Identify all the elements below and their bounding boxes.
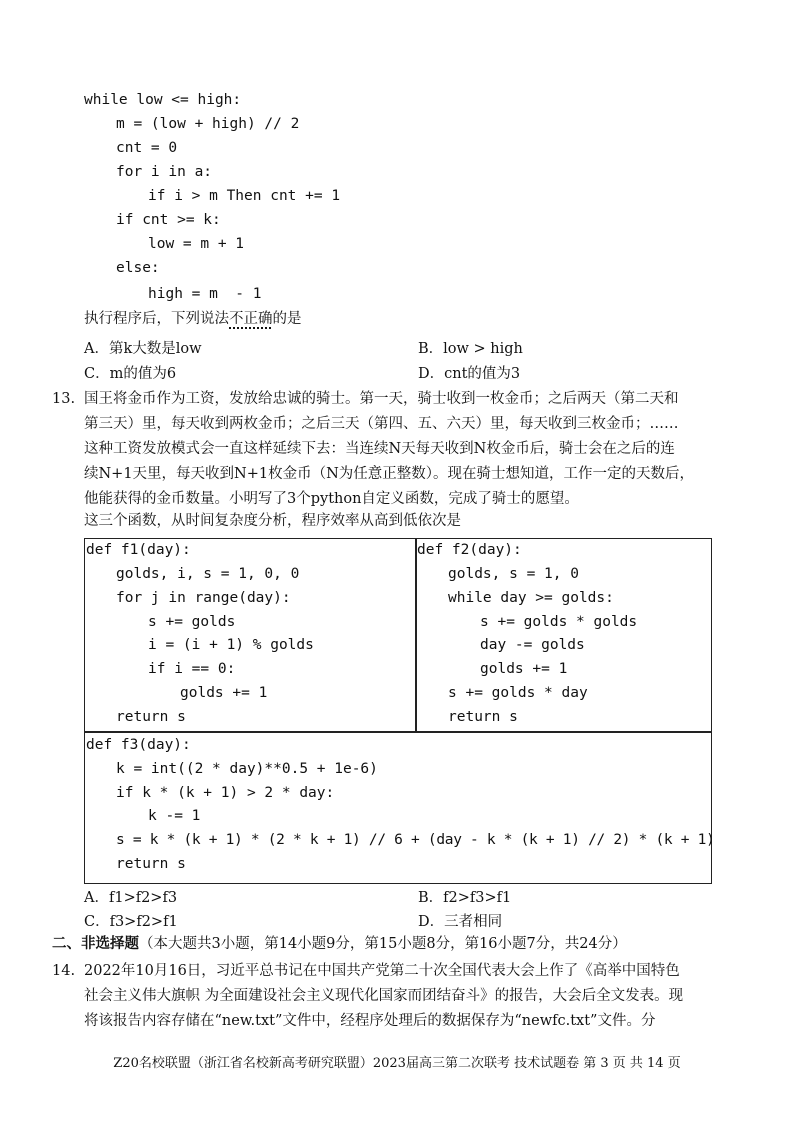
page-footer: Z20名校联盟（浙江省名校新高考研究联盟）2023届高三第二次联考 技术试题卷 第 3 页 共 14 页 — [113, 1056, 681, 1071]
q13-option-c: C．f3>f2>f1 — [84, 914, 178, 930]
code-line: def f1(day): — [86, 542, 191, 558]
q13-line: 这种工资发放模式会一直这样延续下去：当连续N天每天收到N枚金币后，骑士会在之后的连 — [84, 441, 675, 457]
q12-prompt-emphasis: 不正确 — [229, 311, 273, 327]
code-line: def f2(day): — [417, 542, 522, 558]
q12-option-b: B．low > high — [418, 341, 523, 357]
section-heading — [52, 934, 627, 954]
q13-line: 他能获得的金币数量。小明写了3个python自定义函数，完成了骑士的愿望。 — [84, 491, 579, 507]
code-line: return s — [116, 856, 186, 872]
code-line: k = int((2 * day)**0.5 + 1e-6) — [116, 761, 378, 777]
q13-option-d: D．三者相同 — [418, 914, 503, 930]
code-line: i = (i + 1) % golds — [148, 637, 314, 653]
q13-line: 续N+1天里，每天收到N+1枚金币（N为任意正整数）。现在骑士想知道，工作一定的天数后， — [84, 466, 695, 482]
code-line: for i in a: — [116, 164, 213, 180]
code-line: return s — [448, 709, 518, 725]
code-line: golds, s = 1, 0 — [448, 566, 579, 582]
code-line: golds, i, s = 1, 0, 0 — [116, 566, 300, 582]
q12-prompt-part: 执行程序后，下列说法 — [84, 311, 229, 327]
code-line: if i > m Then cnt += 1 — [148, 188, 341, 204]
code-line: golds += 1 — [180, 685, 268, 701]
code-line: cnt = 0 — [116, 140, 178, 156]
q12-option-a: A．第k大数是low — [84, 341, 202, 357]
q13-line: 第三天）里，每天收到两枚金币；之后三天（第四、五、六天）里，每天收到三枚金币；…… — [84, 416, 679, 432]
code-line: for j in range(day): — [116, 590, 291, 606]
q12-option-c: C．m的值为6 — [84, 366, 177, 382]
q13-option-a: A．f1>f2>f3 — [84, 890, 178, 906]
code-line: m = (low + high) // 2 — [116, 116, 300, 132]
code-line: day -= golds — [480, 637, 585, 653]
q12-prompt — [84, 309, 302, 329]
q13-number: 13. — [52, 391, 76, 407]
code-line: high = m - 1 — [148, 286, 262, 302]
code-line: if cnt >= k: — [116, 212, 221, 228]
code-line: if i == 0: — [148, 661, 236, 677]
code-line: if k * (k + 1) > 2 * day: — [116, 785, 335, 801]
code-line: s += golds * day — [448, 685, 588, 701]
q13-option-b: B．f2>f3>f1 — [418, 890, 512, 906]
code-line: return s — [116, 709, 186, 725]
q12-prompt-part: 的是 — [272, 311, 302, 327]
q14-line: 社会主义伟大旗帜 为全面建设社会主义现代化国家而团结奋斗》的报告，大会后全文发表。现 — [84, 988, 684, 1004]
q14-line: 将该报告内容存储在“new.txt”文件中，经程序处理后的数据保存为“newfc.txt”文件。分 — [84, 1013, 656, 1029]
q13-line: 国王将金币作为工资，发放给忠诚的骑士。第一天，骑士收到一枚金币；之后两天（第二天和 — [84, 391, 679, 407]
section-title: 二、非选择题 — [52, 935, 139, 952]
q14-number: 14. — [52, 963, 76, 979]
code-line: s += golds — [148, 614, 236, 630]
code-line: s += golds * golds — [480, 614, 638, 630]
code-line: k -= 1 — [148, 808, 201, 824]
section-desc: （本大题共3小题，第14小题9分，第15小题8分，第16小题7分，共24分） — [139, 936, 627, 952]
q12-option-d: D．cnt的值为3 — [418, 366, 521, 382]
code-line: else: — [116, 260, 160, 276]
q13-line: 这三个函数，从时间复杂度分析，程序效率从高到低依次是 — [84, 513, 461, 529]
code-line: s = k * (k + 1) * (2 * k + 1) // 6 + (day - k * (k + 1) // 2) * (k + 1) — [116, 832, 715, 848]
code-line: while day >= golds: — [448, 590, 614, 606]
code-line: def f3(day): — [86, 737, 191, 753]
code-line: while low <= high: — [84, 92, 242, 108]
q14-line: 2022年10月16日，习近平总书记在中国共产党第二十次全国代表大会上作了《高举中国特色 — [84, 963, 680, 979]
code-line: low = m + 1 — [148, 236, 245, 252]
code-line: golds += 1 — [480, 661, 568, 677]
